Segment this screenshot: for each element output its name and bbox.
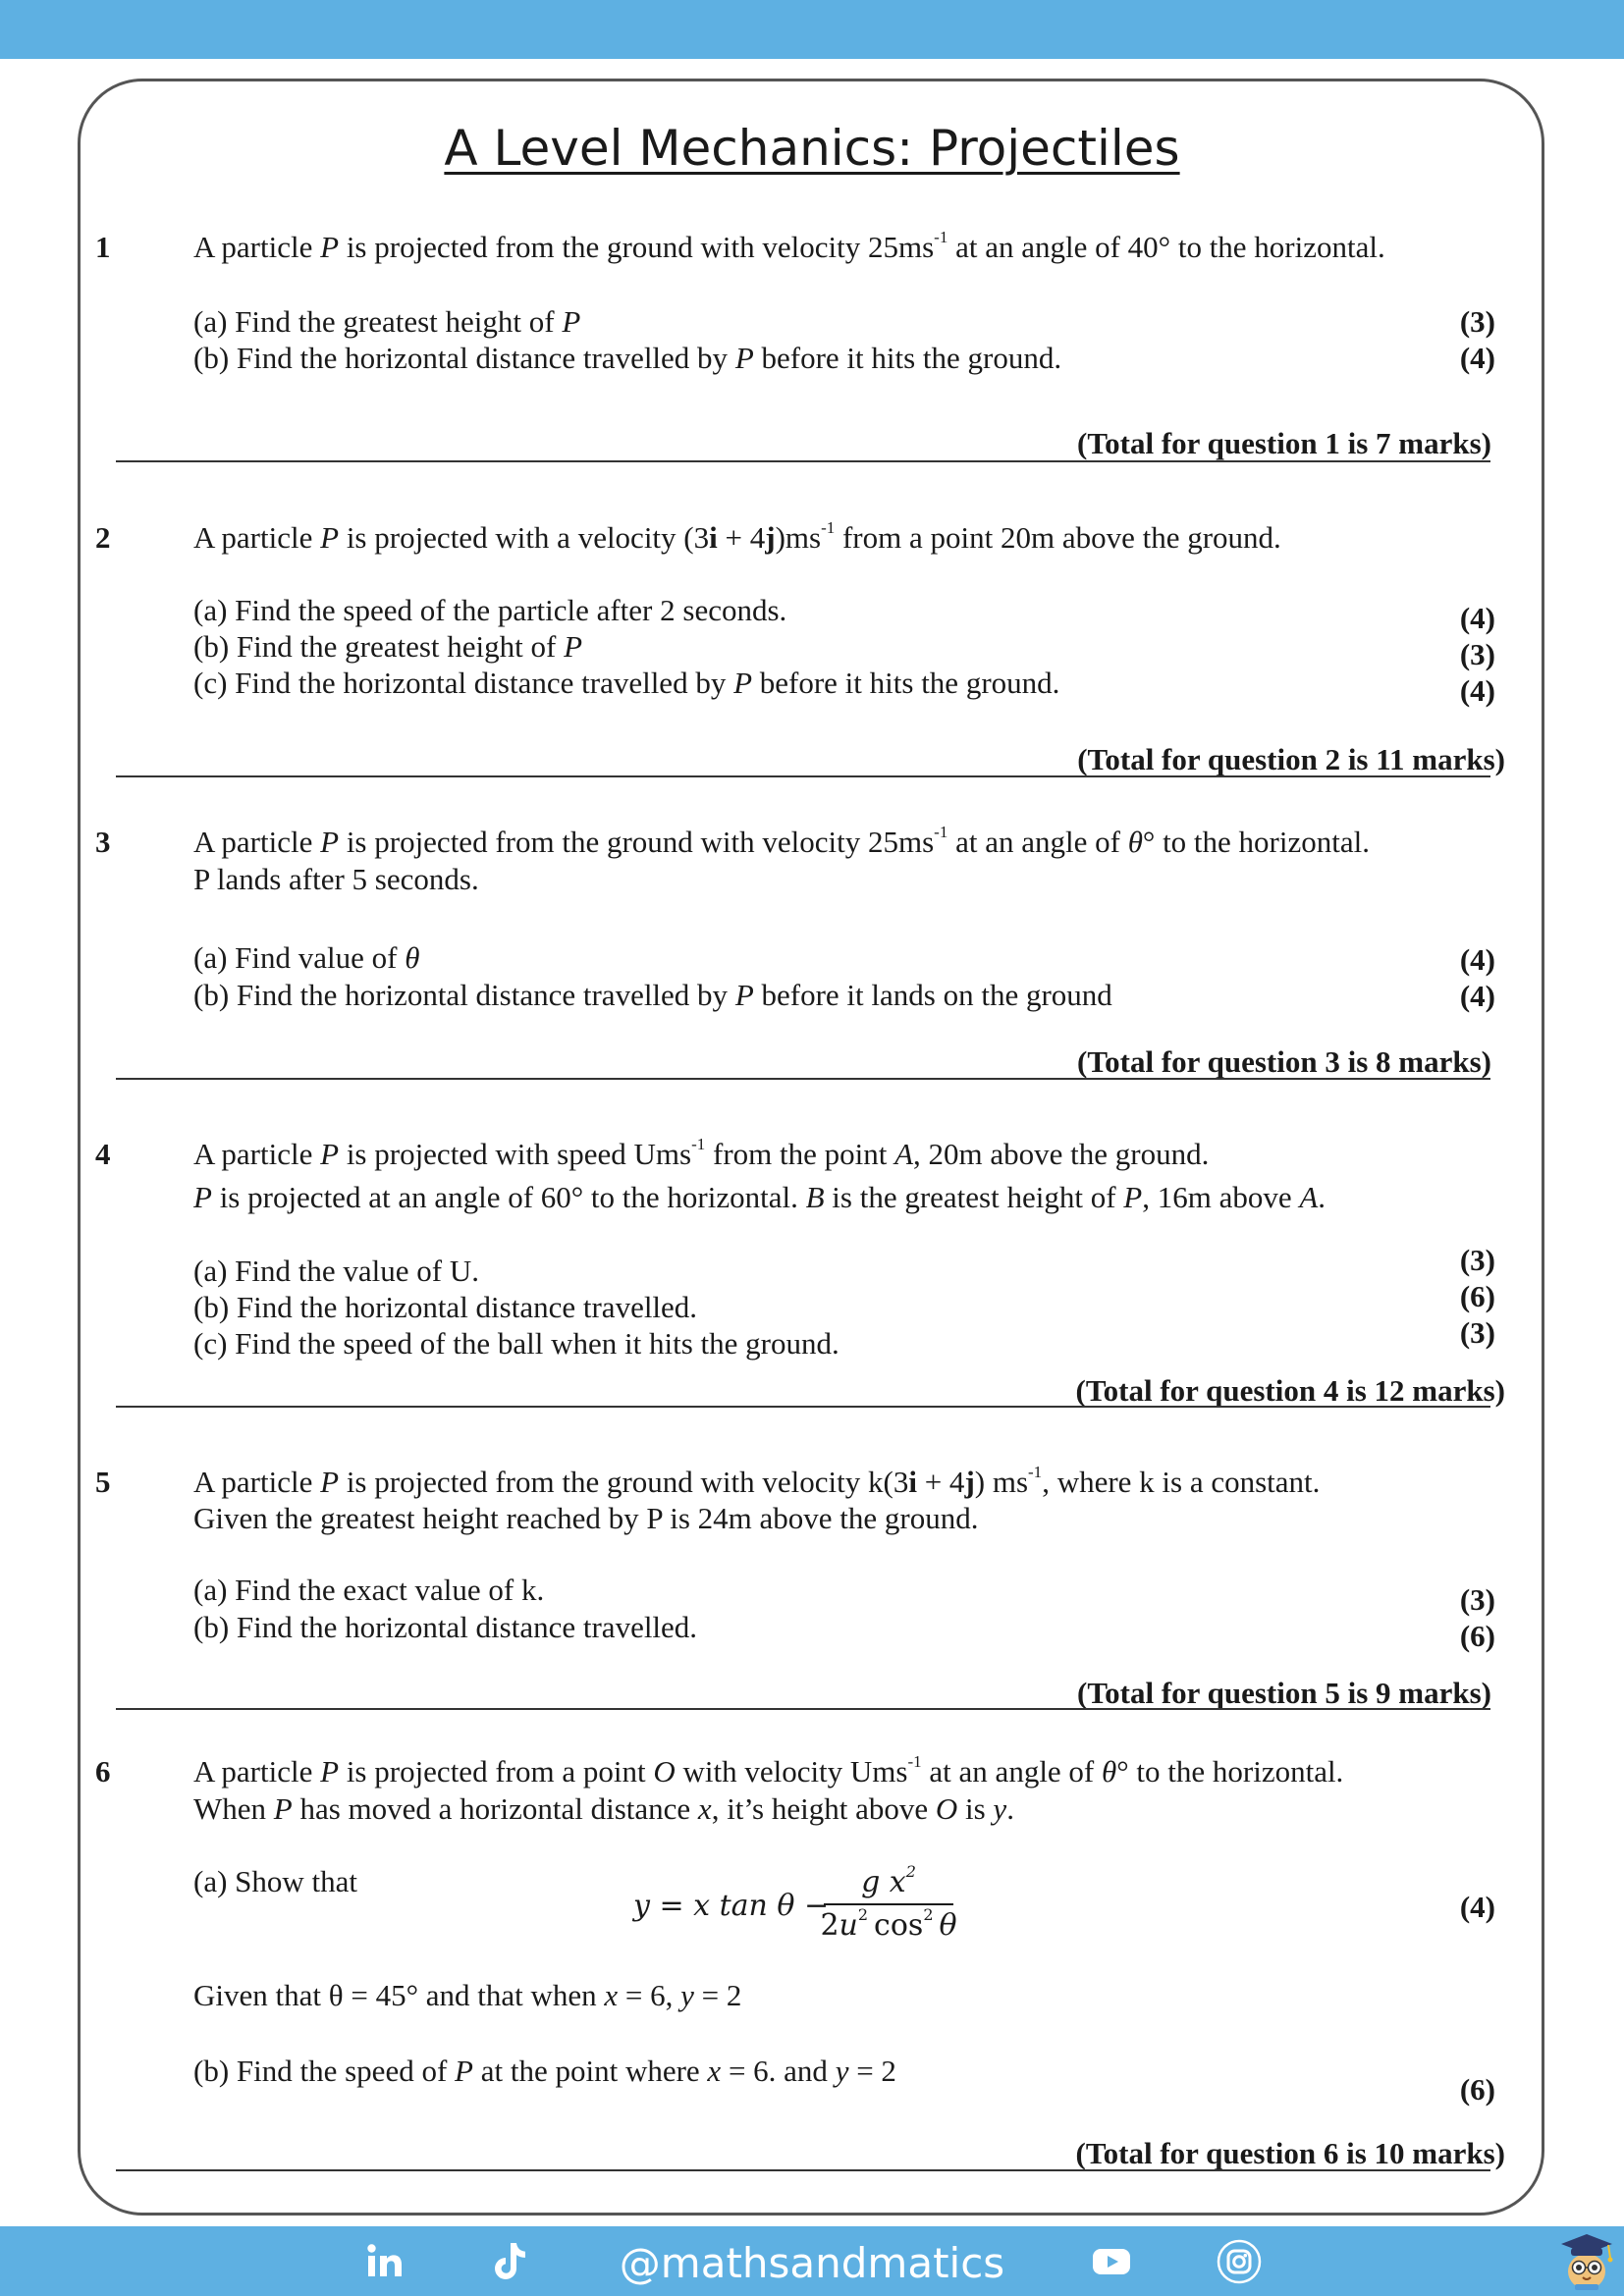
question-stem: A particle P is projected from the ground with velocity $25ms^{-1}$ at an angle of θ° to the horizontal.: [193, 822, 1370, 859]
question-part: (a) Show that: [193, 1864, 358, 1898]
question-stem-line-2: When P has moved a horizontal distance x, it’s height above O is y.: [193, 1791, 1014, 1826]
part-marks: (4): [1459, 979, 1495, 1013]
part-marks: (3): [1459, 1243, 1495, 1277]
part-marks: (3): [1459, 637, 1495, 671]
divider: [116, 2169, 1490, 2171]
question-stem-line-2: P lands after 5 seconds.: [193, 862, 479, 896]
formula-fraction: [820, 1862, 957, 1947]
question-part: (a) Find the exact value of k.: [193, 1573, 545, 1607]
question-total: (Total for question 1 is 7 marks): [1077, 426, 1491, 460]
formula-numerator: g $x^2$: [861, 1862, 916, 1899]
part-marks: (6): [1459, 1619, 1495, 1653]
question-part: (a) Find the greatest height of P: [193, 304, 581, 339]
part-marks: (4): [1459, 942, 1495, 977]
question-number: 1: [95, 230, 111, 264]
question-part: (c) Find the speed of the ball when it hits the ground.: [193, 1326, 839, 1361]
question-stem: A particle P is projected with speed Ums$^{-1}$ from the point A, 20m above the ground.: [193, 1134, 1210, 1171]
part-marks: (4): [1459, 341, 1495, 375]
part-marks: (3): [1459, 304, 1495, 339]
formula-lhs: y = x tan θ −: [633, 1889, 830, 1923]
question-part: (a) Find the value of U.: [193, 1254, 479, 1288]
question-total: (Total for question 6 is 10 marks): [1075, 2136, 1505, 2170]
question-number: 5: [95, 1465, 111, 1499]
divider: [116, 1406, 1490, 1408]
divider: [116, 460, 1490, 462]
instagram-icon[interactable]: [1216, 2238, 1263, 2285]
question-given: Given that θ = 45° and that when x = 6, y = 2: [193, 1978, 742, 2012]
social-handle: @mathsandmatics: [619, 2239, 1005, 2287]
question-part: (a) Find the speed of the particle after 2 seconds.: [193, 593, 787, 627]
part-marks: (4): [1459, 673, 1495, 708]
question-number: 4: [95, 1137, 111, 1171]
question-stem: A particle P is projected from the ground with velocity $25ms^{-1}$ at an angle of 40° to the horizontal.: [193, 227, 1385, 264]
top-banner: [0, 0, 1624, 59]
question-part: (b) Find the horizontal distance travelled by P before it hits the ground.: [193, 341, 1062, 375]
question-number: 3: [95, 825, 111, 859]
question-total: (Total for question 4 is 12 marks): [1075, 1373, 1505, 1408]
divider: [116, 775, 1490, 777]
question-part: (b) Find the speed of P at the point where x = 6. and y = 2: [193, 2054, 896, 2088]
formula-denominator: $2u^2$ $\cos^2 \theta$: [820, 1905, 957, 1943]
question-total: (Total for question 5 is 9 marks): [1077, 1676, 1491, 1710]
divider: [116, 1078, 1490, 1080]
youtube-icon[interactable]: [1088, 2238, 1135, 2285]
divider: [116, 1708, 1490, 1710]
question-part: (b) Find the horizontal distance travelled by P before it lands on the ground: [193, 978, 1112, 1012]
question-part: (b) Find the greatest height of P: [193, 629, 583, 664]
question-part: (a) Find value of θ: [193, 940, 420, 975]
part-marks: (4): [1459, 601, 1495, 635]
question-stem-line-2: P is projected at an angle of 60° to the horizontal. B is the greatest height of P, 16m above A.: [193, 1180, 1326, 1214]
question-part: (c) Find the horizontal distance travelled by P before it hits the ground.: [193, 666, 1060, 700]
question-total: (Total for question 3 is 8 marks): [1077, 1044, 1491, 1079]
owl-mascot-logo: [1559, 2230, 1614, 2291]
question-stem: A particle P is projected from the ground with velocity k(3i + 4j) $ms^{-1}$, where k is a constant.: [193, 1462, 1321, 1499]
part-marks: (4): [1459, 1890, 1495, 1924]
question-stem-line-2: Given the greatest height reached by P is 24m above the ground.: [193, 1501, 979, 1535]
question-part: (b) Find the horizontal distance travelled.: [193, 1290, 698, 1324]
question-stem: A particle P is projected with a velocity $(3i + 4j)ms^{-1}$ from a point 20m above the ground.: [193, 517, 1281, 555]
part-marks: (6): [1459, 1279, 1495, 1313]
part-marks: (3): [1459, 1315, 1495, 1350]
question-number: 6: [95, 1754, 111, 1789]
worksheet-title: A Level Mechanics: Projectiles: [444, 120, 1180, 177]
question-stem: A particle P is projected from a point O with velocity Ums$^{-1}$ at an angle of θ° to the horizontal.: [193, 1751, 1344, 1789]
question-total: (Total for question 2 is 11 marks): [1077, 742, 1505, 776]
part-marks: (6): [1459, 2072, 1495, 2107]
part-marks: (3): [1459, 1582, 1495, 1617]
question-number: 2: [95, 520, 111, 555]
question-part: (b) Find the horizontal distance travelled.: [193, 1610, 698, 1644]
